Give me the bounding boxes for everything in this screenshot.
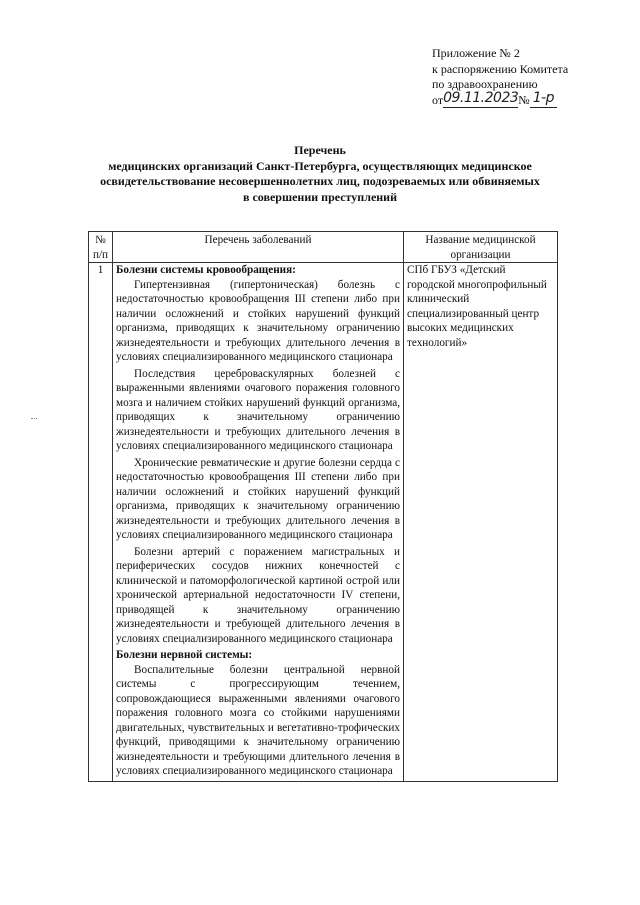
disease-paragraph: Последствия цереброваскулярных болезней с выраженными явлениями очагового поражения головного мозга и наличием стойких нарушений функций организма, приводящих к значительному ограничению жизнедеятельности и требующих длительного лечения в условиях специализированного медицинского стационара — [116, 367, 400, 452]
disease-paragraph: Болезни артерий с поражением магистральных и периферических сосудов нижних конечностей с клинической и патоморфологической картиной острой или хронической артериальной недостаточности IV степени, приводящей к значительному ограничению жизнедеятельности и требующей длительного лечения в условиях специализированного медицинского стационара — [116, 545, 400, 645]
handwritten-number: 1-р — [532, 89, 555, 106]
disease-paragraph: Хронические ревматические и другие болезни сердца с недостаточностью кровообращения III степени либо при наличии осложнений и стойких нарушений функций организма, приводящих к значительному ограничению жизнедеятельности и требующих длительного лечения в условиях специализированного медицинского стационара — [116, 456, 400, 541]
margin-mark — [31, 418, 37, 421]
title-line-2: медицинских организаций Санкт-Петербурга, осуществляющих медицинское — [108, 158, 532, 173]
header-num: № п/п — [89, 232, 113, 263]
section-title-circulatory: Болезни системы кровообращения: — [116, 264, 296, 276]
appendix-date-line — [432, 89, 632, 109]
disease-paragraph: Воспалительные болезни центральной нервной системы с прогрессирующим течением, сопровождающиеся выраженными явлениями очагового поражения головного мозга со стойкими нарушениями двигательных, чувствительных и вегетативно-трофических функций, приводящими к значительному ограничению жизнедеятельности и требующими длительного лечения в условиях специализированного медицинского стационара — [116, 663, 400, 777]
title-line-3: освидетельствование несовершеннолетних лиц, подозреваемых или обвиняемых — [100, 174, 540, 188]
header-organization: Название медицинской организации — [404, 232, 558, 263]
appendix-line-3: по здравоохранению — [432, 77, 538, 91]
organizations-table — [88, 231, 558, 782]
number-sign: № — [518, 92, 530, 107]
section-title-nervous: Болезни нервной системы: — [116, 649, 253, 661]
header-diseases: Перечень заболеваний — [113, 232, 404, 263]
table-header-row — [89, 232, 558, 263]
row-number: 1 — [89, 263, 113, 782]
appendix-line-2: к распоряжению Комитета — [432, 61, 569, 76]
appendix-block — [432, 46, 632, 108]
date-prefix: от — [432, 92, 444, 107]
handwritten-date: 09.11.2023 — [443, 89, 519, 106]
title-line-4: в совершении преступлений — [242, 189, 398, 204]
document-title — [100, 143, 540, 205]
appendix-line-1: Приложение № 2 — [432, 46, 520, 60]
organization-cell: СПб ГБУЗ «Детский городской многопрофильный клинический специализированный центр высоких медицинских технологий» — [404, 263, 558, 782]
title-line-1: Перечень — [294, 143, 346, 157]
table-row — [89, 263, 558, 782]
diseases-cell — [113, 263, 404, 782]
disease-paragraph: Гипертензивная (гипертоническая) болезнь с недостаточностью кровообращения III степени либо при наличии осложнений и стойких нарушений функций организма, приводящих к значительному ограничению жизнедеятельности и требующих длительного лечения в условиях специализированного медицинского стационара — [116, 278, 400, 363]
